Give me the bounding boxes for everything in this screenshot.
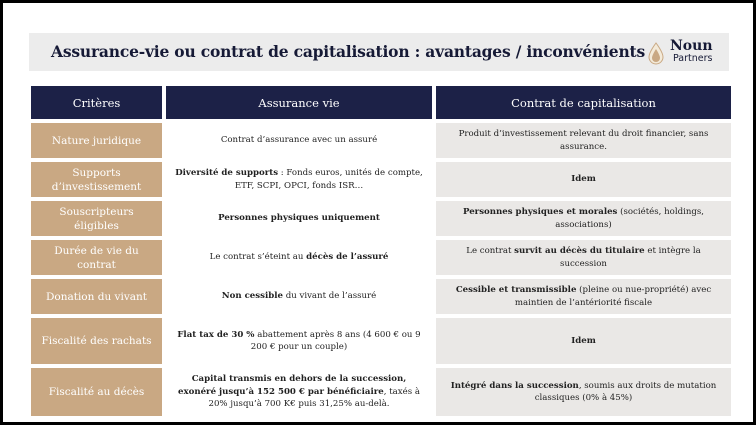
bold-text: Capital transmis en dehors de la succession, exonéré jusqu’à 152 500 € par bénéficiaire (178, 374, 407, 397)
bold-text: décès de l’assuré (306, 252, 389, 263)
assurance-vie-cell (166, 123, 432, 158)
contrat-capitalisation-cell (436, 318, 731, 364)
logo-text-partners: Partners (673, 53, 713, 64)
bold-text: Non cessible (221, 291, 283, 302)
header-contrat-capitalisation: Contrat de capitalisation (436, 86, 731, 119)
contrat-capitalisation-cell-text (448, 206, 719, 231)
contrat-capitalisation-cell-text (448, 284, 719, 309)
assurance-vie-cell (166, 201, 432, 236)
contrat-capitalisation-cell (436, 201, 731, 236)
contrat-capitalisation-cell (436, 368, 731, 416)
text-segment: (pleine ou nue-propriété) avec maintien de l’antériorité fiscale (514, 285, 712, 308)
assurance-vie-cell-text (172, 167, 426, 192)
drop-logo-icon (646, 42, 666, 66)
criterion-cell: Durée de vie du contrat (31, 240, 162, 275)
criterion-cell: Fiscalité des rachats (31, 318, 162, 364)
contrat-capitalisation-cell-text (571, 335, 596, 348)
header-assurance-vie: Assurance vie (166, 86, 432, 119)
assurance-vie-cell (166, 368, 432, 416)
text-segment: Le contrat (466, 246, 515, 256)
logo (646, 38, 726, 68)
text-segment: du vivant de l’assuré (282, 291, 377, 302)
assurance-vie-cell (166, 279, 432, 314)
assurance-vie-cell-text (172, 329, 426, 354)
contrat-capitalisation-cell (436, 240, 731, 275)
text-segment: , soumis aux droits de mutation classiques (0% à 45%) (534, 380, 717, 403)
assurance-vie-cell-text (221, 134, 377, 147)
bold-text: Intégré dans la succession (450, 380, 579, 391)
bold-text: Idem (571, 335, 596, 346)
bold-text: Personnes physiques et morales (462, 207, 618, 217)
bold-text: Idem (571, 174, 596, 185)
text-segment: (sociétés, holdings, associations) (555, 207, 705, 230)
bold-text: survit au décès du titulaire (514, 246, 645, 256)
assurance-vie-cell (166, 240, 432, 275)
assurance-vie-cell-text (210, 251, 389, 264)
contrat-capitalisation-cell (436, 162, 731, 197)
text-segment: Produit d’investissement relevant du droit financier, sans assurance. (458, 129, 709, 152)
bold-text: Flat tax de 30 % (177, 329, 255, 340)
criterion-cell: Souscripteurs éligibles (31, 201, 162, 236)
text-segment: Contrat d’assurance avec un assuré (220, 135, 378, 146)
bold-text: Diversité de supports (175, 168, 279, 178)
logo-text-noun: Noun (670, 38, 713, 54)
header-criteres: Critères (31, 86, 162, 119)
text-segment: abattement après 8 ans (4 600 € ou 9 200 € pour un couple) (250, 329, 421, 352)
bold-text: Cessible et transmissible (455, 285, 577, 295)
assurance-vie-cell-text (218, 212, 380, 225)
contrat-capitalisation-cell-text (571, 173, 596, 186)
criterion-cell: Supports d’investissement (31, 162, 162, 197)
text-segment: et intègre la succession (560, 246, 701, 269)
comparison-table (31, 86, 731, 416)
contrat-capitalisation-cell-text (448, 245, 719, 270)
assurance-vie-cell (166, 162, 432, 197)
criterion-cell: Nature juridique (31, 123, 162, 158)
text-segment: , taxés à 20% jusqu’à 700 K€ puis 31,25% au-delà. (208, 386, 420, 410)
title-bar (29, 33, 729, 71)
text-segment: Le contrat s’éteint au (209, 252, 307, 263)
assurance-vie-cell-text (222, 290, 377, 303)
contrat-capitalisation-cell (436, 123, 731, 158)
assurance-vie-cell (166, 318, 432, 364)
criterion-cell: Donation du vivant (31, 279, 162, 314)
contrat-capitalisation-cell (436, 279, 731, 314)
text-segment: : Fonds euros, unités de compte, ETF, SCPI, OPCI, fonds ISR… (234, 168, 423, 191)
assurance-vie-cell-text (172, 373, 426, 411)
contrat-capitalisation-cell-text (448, 128, 719, 153)
slide (3, 3, 753, 422)
contrat-capitalisation-cell-text (448, 380, 719, 405)
criterion-cell: Fiscalité au décès (31, 368, 162, 416)
bold-text: Personnes physiques uniquement (218, 213, 380, 224)
page-title: Assurance-vie ou contrat de capitalisation : avantages / inconvénients (51, 42, 645, 61)
